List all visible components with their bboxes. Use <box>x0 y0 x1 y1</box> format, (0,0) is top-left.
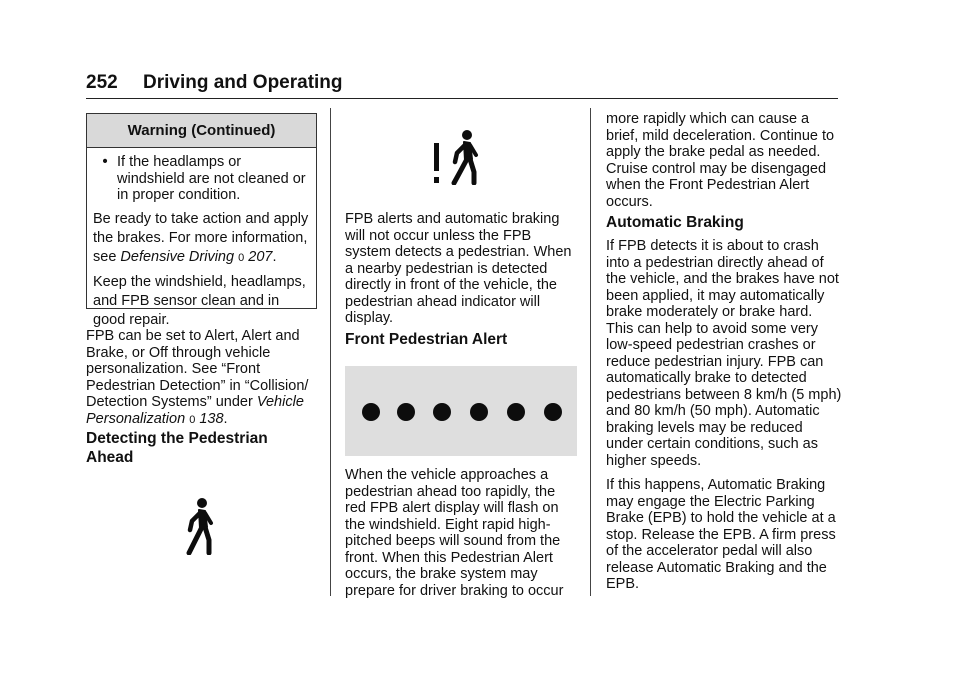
defensive-driving-page[interactable]: 207 <box>248 248 273 265</box>
alert-behavior-paragraph: When the vehicle approaches a pedestrian ahead too rapidly, the red FPB alert display will flash on the windshield. Eight rapid high-pitched beeps will sound from the front. When this Pedestrian Alert occurs, the brake system may prepare for driver braking to occur <box>345 467 564 599</box>
chapter-title: Driving and Operating <box>143 72 343 93</box>
warning-body <box>87 148 316 330</box>
pedestrian-icon <box>184 497 214 555</box>
warning-bullet-text: If the headlamps or windshield are not cleaned or in proper condition. <box>117 154 306 203</box>
page-number: 252 <box>86 72 118 93</box>
alert-light-icon <box>544 403 562 421</box>
page-header <box>86 70 838 99</box>
personalization-paragraph <box>86 328 318 432</box>
automatic-braking-section <box>606 238 842 597</box>
personalization-text: FPB can be set to Alert, Alert and Brake, or Off through vehicle personalization. See “Front Pedestrian Detection” in “Collision/ Detection Systems” under <box>86 328 309 410</box>
ref-arrow-icon: 0 <box>238 251 245 264</box>
automatic-braking-paragraph: If FPB detects it is about to crash into a pedestrian directly ahead of the vehicle, and the brakes have not been applied, it may automatically brake moderately or brake hard. This can help to avoid some very low-speed pedestrian crashes or reduce pedestrian injury. FPB can automatically brake to detected pedestrians between 8 km/h (5 mph) and 80 km/h (50 mph). Automatic braking levels may be reduced under certain conditions, such as higher speeds. <box>606 238 842 469</box>
pedestrian-warning-icon <box>432 129 486 185</box>
personalization-end: . <box>223 410 228 427</box>
automatic-braking-heading: Automatic Braking <box>606 214 744 231</box>
bullet-icon: • <box>102 154 108 170</box>
warning-para-1-end: . <box>272 248 277 265</box>
ref-arrow-icon: 0 <box>189 413 196 426</box>
vehicle-personalization-link[interactable]: Vehicle Personalization <box>86 394 304 427</box>
warning-box <box>86 113 317 328</box>
alert-light-icon <box>470 403 488 421</box>
alert-light-icon <box>433 403 451 421</box>
vehicle-personalization-page[interactable]: 138 <box>199 410 224 427</box>
column-divider-2 <box>590 108 591 596</box>
warning-title: Warning (Continued) <box>87 114 316 148</box>
epb-paragraph: If this happens, Automatic Braking may engage the Electric Parking Brake (EPB) to hold the vehicle at a stop. Release the EPB. A firm press of the accelerator pedal will also release Automatic Braking and the EPB. <box>606 477 836 592</box>
defensive-driving-link[interactable]: Defensive Driving <box>120 248 235 265</box>
warning-bullet <box>93 154 310 204</box>
warning-para-1-text: Be ready to take action and apply the brakes. For more information, see <box>93 210 309 265</box>
warning-para-1 <box>93 210 310 268</box>
column-divider-1 <box>330 108 331 596</box>
fpb-alerts-paragraph: FPB alerts and automatic braking will not occur unless the FPB system detects a pedestrian. When a nearby pedestrian is detected directly in front of the vehicle, the pedestrian ahead indicator will display. <box>345 211 572 326</box>
alert-light-icon <box>397 403 415 421</box>
detecting-pedestrian-heading: Detecting the Pedestrian Ahead <box>86 430 268 466</box>
front-pedestrian-alert-heading: Front Pedestrian Alert <box>345 331 508 348</box>
alert-light-icon <box>507 403 525 421</box>
alert-display-panel <box>345 366 577 456</box>
continued-paragraph: more rapidly which can cause a brief, mild deceleration. Continue to apply the brake pedal as needed. Cruise control may be disengaged when the Front Pedestrian Alert occurs. <box>606 111 835 210</box>
alert-light-icon <box>362 403 380 421</box>
warning-para-2: Keep the windshield, headlamps, and FPB sensor clean and in good repair. <box>93 273 306 328</box>
